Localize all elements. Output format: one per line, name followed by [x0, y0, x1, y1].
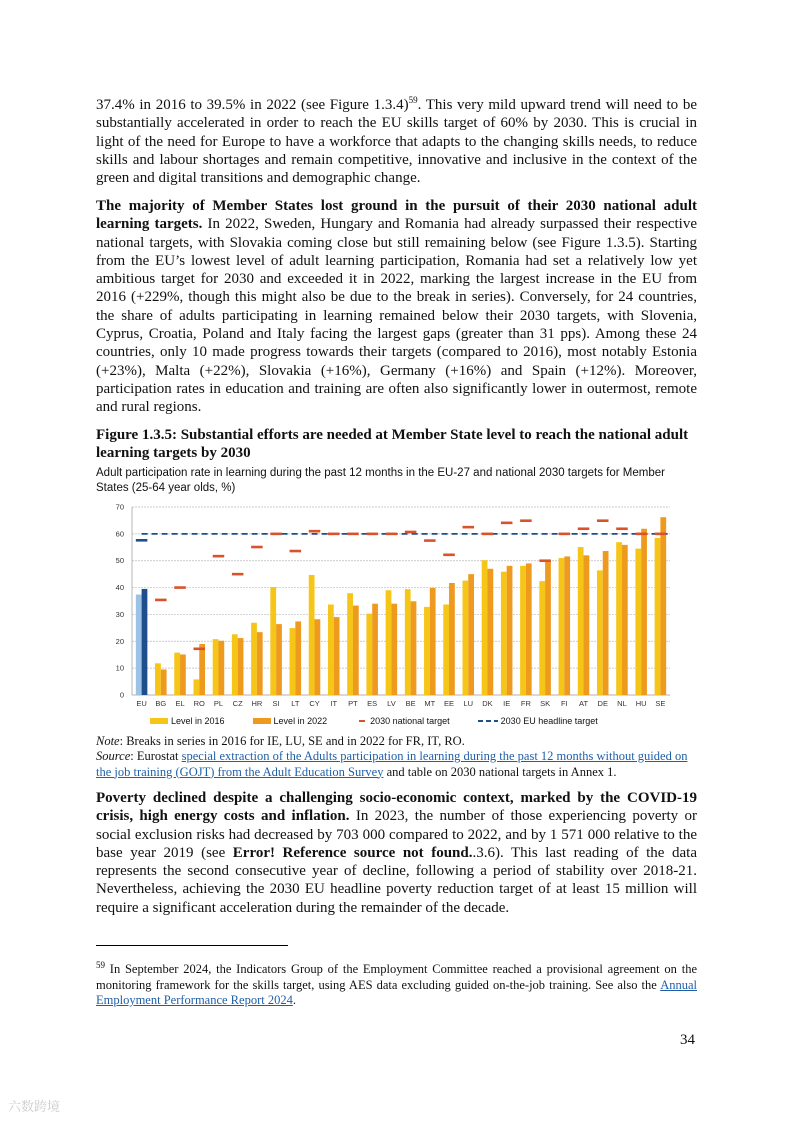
bar-2022-SI — [276, 624, 282, 695]
reference-error: Error! Reference source not found. — [232, 844, 473, 861]
bar-2022-IE — [507, 566, 513, 695]
bar-2016-SK — [539, 581, 545, 695]
bar-2016-MT — [424, 607, 430, 695]
national-target-AT — [578, 527, 590, 530]
legend-swatch — [359, 720, 365, 722]
bar-2022-IT — [334, 617, 340, 695]
footnote-ref[interactable]: 59 — [408, 95, 418, 105]
bar-2016-DE — [597, 570, 603, 695]
bar-2016-EL — [174, 653, 180, 695]
legend-label: Level in 2022 — [273, 716, 328, 726]
x-tick-label: AT — [579, 699, 589, 708]
text: . — [292, 993, 296, 1007]
text: 37.4% in 2016 to 39.5% in 2022 (see Figure 1.3.4) — [96, 97, 409, 113]
x-tick-label: LV — [387, 699, 396, 708]
watermark: 六数跨境 — [8, 1099, 61, 1114]
bar-2022-CZ — [238, 638, 244, 695]
x-tick-label: SK — [540, 699, 551, 708]
bar-2022-SE — [660, 517, 666, 695]
bold-lead: Poverty declined despite a challenging socio-economic context, marked by the COVID-19 crisis, high energy costs and inflation. — [96, 790, 697, 825]
x-tick-label: PT — [348, 699, 358, 708]
national-target-CY — [309, 530, 321, 533]
bar-2016-FI — [559, 558, 565, 695]
legend-2016 — [150, 716, 225, 726]
bar-2022-NL — [622, 545, 628, 695]
y-tick-label: 40 — [115, 583, 124, 593]
text: In September 2024, the Indicators Group of the Employment Committee reached a provisional agreement on the monitoring framework for the skills target, using AES data excluding guided on-the-job training. See also the — [96, 962, 697, 992]
national-target-EU — [136, 539, 148, 542]
national-target-CZ — [232, 573, 244, 576]
national-target-SI — [270, 533, 282, 536]
bar-2022-DE — [603, 551, 609, 695]
bar-2022-EL — [180, 654, 186, 695]
bar-2016-CY — [309, 575, 315, 695]
source-link[interactable]: special extraction of the Adults participation in learning during the past 12 months without guided on the job training (GOJT) from the Adult Education Survey — [96, 749, 688, 779]
bar-2016-HU — [635, 549, 641, 695]
source-label: Source — [96, 749, 131, 763]
bar-2016-AT — [578, 547, 584, 695]
bar-2022-LV — [391, 604, 397, 695]
bar-2022-DK — [487, 569, 493, 695]
bold-lead: The majority of Member States lost ground in the pursuit of their 2030 national adult learning targets. — [96, 198, 697, 233]
x-tick-label: IT — [330, 699, 338, 708]
x-tick-label: IE — [503, 699, 511, 708]
x-tick-label: BE — [405, 699, 416, 708]
national-target-IE — [501, 522, 513, 525]
national-target-ES — [366, 533, 378, 536]
x-tick-label: SI — [272, 699, 280, 708]
bar-2022-PT — [353, 606, 359, 695]
x-tick-label: EE — [444, 699, 455, 708]
chart-legend — [150, 716, 626, 726]
bar-2016-BG — [155, 663, 161, 695]
figure-title: Figure 1.3.5: Substantial efforts are needed at Member State level to reach the national adult learning targets by 2030 — [96, 427, 689, 461]
national-target-LU — [462, 526, 474, 529]
national-target-HU — [635, 533, 647, 536]
bar-2016-BE — [405, 589, 411, 695]
bar-2022-BG — [161, 669, 167, 695]
bar-2016-FR — [520, 566, 526, 695]
x-tick-label: LT — [291, 699, 300, 708]
legend-label: 2030 national target — [370, 716, 450, 726]
y-tick-label: 30 — [115, 609, 124, 619]
national-target-HR — [251, 546, 263, 549]
y-tick-label: 20 — [115, 636, 124, 646]
legend-2022 — [253, 716, 328, 726]
paragraph-member-states — [96, 197, 697, 417]
bar-2022-SK — [545, 560, 551, 695]
legend-national-target — [355, 716, 450, 726]
bar-2022-FI — [564, 556, 570, 695]
x-tick-label: BG — [155, 699, 167, 708]
footnote-number: 59 — [96, 959, 105, 970]
bar-2016-LT — [290, 628, 296, 695]
national-target-EE — [443, 554, 455, 557]
x-tick-label: EU — [136, 699, 147, 708]
legend-swatch — [150, 718, 168, 724]
x-tick-label: MT — [424, 699, 436, 708]
bar-2016-SI — [270, 587, 276, 695]
national-target-IT — [328, 533, 340, 536]
national-target-SK — [539, 559, 551, 562]
bar-2016-LU — [462, 581, 468, 695]
bar-2016-HR — [251, 623, 257, 695]
bar-2022-HR — [257, 632, 263, 695]
x-tick-label: SE — [655, 699, 666, 708]
bar-2022-LU — [468, 574, 474, 695]
x-tick-label: RO — [193, 699, 205, 708]
bar-2022-LT — [295, 621, 301, 695]
y-tick-label: 50 — [115, 556, 124, 566]
national-target-PT — [347, 533, 359, 536]
bar-2016-CZ — [232, 634, 238, 695]
figure-note — [96, 734, 697, 750]
legend-swatch — [478, 720, 498, 722]
bar-2016-EU — [136, 595, 142, 695]
national-target-BG — [155, 599, 167, 602]
national-target-MT — [424, 539, 436, 542]
text: and table on 2030 national targets in Annex 1. — [383, 764, 617, 779]
x-tick-label: HR — [251, 699, 263, 708]
y-tick-label: 60 — [115, 529, 124, 539]
bar-2016-NL — [616, 542, 622, 695]
national-target-RO — [193, 648, 205, 651]
bar-2016-PL — [213, 639, 219, 695]
bar-2016-RO — [193, 679, 199, 695]
x-tick-label: CZ — [232, 699, 243, 708]
national-target-FR — [520, 519, 532, 522]
note-text: : Breaks in series in 2016 for IE, LU, SE and in 2022 for FR, IT, RO. — [119, 734, 465, 748]
legend-label: 2030 EU headline target — [500, 716, 598, 726]
bar-chart — [96, 498, 686, 714]
national-target-NL — [616, 527, 628, 530]
paragraph-adult-learning-trend — [96, 96, 697, 187]
bar-2016-IE — [501, 572, 507, 695]
national-target-LV — [386, 533, 398, 536]
national-target-SE — [655, 533, 667, 536]
x-tick-label: DK — [482, 699, 493, 708]
footnote-divider — [96, 945, 288, 946]
bar-2016-DK — [482, 560, 488, 695]
national-target-BE — [405, 531, 417, 534]
x-tick-label: CY — [309, 699, 320, 708]
figure-subtitle: Adult participation rate in learning during the past 12 months in the EU-27 and national 2030 targets for Member States (25-64 year olds, %) — [96, 467, 665, 494]
x-tick-label: DE — [597, 699, 608, 708]
paragraph-poverty — [96, 789, 697, 917]
x-tick-label: EL — [175, 699, 185, 708]
x-tick-label: FI — [560, 699, 568, 708]
bar-2022-HU — [641, 529, 647, 695]
legend-label: Level in 2016 — [171, 716, 225, 726]
bar-2022-BE — [411, 601, 417, 695]
national-target-DE — [597, 519, 609, 522]
national-target-PL — [213, 555, 225, 558]
report-link[interactable]: Annual Employment Performance Report 2024 — [96, 977, 697, 1007]
bar-2016-SE — [655, 538, 661, 695]
y-tick-label: 0 — [119, 690, 124, 700]
text: In 2022, Sweden, Hungary and Romania had already surpassed their respective national targets, with Slovakia coming close but still remaining below (see Figure 1.3.5). Starting from the EU’s lowest level of adult learning participation, Romania had set a relatively low yet ambitious target for 2030 and exceeded it in 2022, marking the largest increase in the EU from 2016 (+229%, though this might also be due to the break in series). Conversely, for 24 countries, the share of adults participating in learning remained below their 2030 targets, with Slovenia, Cyprus, Croatia, Poland and Italy facing the largest gaps (greater than 31 pps). Among these 24 countries, only 10 made progress towards their targets (compared to 2016), most notably Estonia (+23%), Malta (+22%), Slovakia (+16%), Germany (+16%) and Spain (+12%). Moreover, participation rates in education and training are often also significantly lower in outermost, remote and rural regions. — [96, 216, 698, 416]
bar-2022-FR — [526, 563, 532, 695]
legend-eu-target — [478, 716, 598, 726]
bar-2022-CY — [315, 619, 321, 695]
bar-2016-EE — [443, 604, 449, 695]
bar-2022-RO — [199, 644, 205, 695]
figure-source — [96, 749, 697, 780]
note-label: Note — [96, 734, 120, 748]
bar-2022-AT — [584, 555, 590, 695]
text: .3.6). This last reading of the data represents the second consecutive year of decline, following a period of stability over 2018-21. Nevertheless, achieving the 2030 EU headline poverty reduction target of at least 15 million will require a significant acceleration during the remainder of the decade. — [96, 844, 697, 916]
bar-2022-ES — [372, 604, 378, 695]
x-tick-label: LU — [463, 699, 474, 708]
bar-2022-EE — [449, 583, 455, 695]
x-tick-label: FR — [520, 699, 531, 708]
x-tick-label: ES — [367, 699, 378, 708]
bar-2016-PT — [347, 593, 353, 695]
bar-2016-ES — [366, 614, 372, 695]
page-number: 34 — [680, 1032, 695, 1048]
y-tick-label: 70 — [115, 502, 124, 512]
bar-2022-PL — [218, 641, 224, 695]
bar-2022-MT — [430, 588, 436, 695]
x-tick-label: NL — [617, 699, 627, 708]
bar-2022-EU — [142, 589, 148, 695]
y-tick-label: 10 — [115, 663, 124, 673]
national-target-DK — [482, 533, 494, 536]
x-tick-label: HU — [635, 699, 647, 708]
text: . This very mild upward trend will need to be substantially accelerated in order to reach the EU skills target of 60% by 2030. This is crucial in light of the need for Europe to have a workforce that adapts to the changing skills needs, to reduce skills and labour shortages and remain competitive, innovative and inclusive in the context of the green and digital transitions and demographic change. — [96, 97, 697, 187]
bar-2016-IT — [328, 604, 334, 695]
national-target-EL — [174, 586, 186, 589]
x-tick-label: PL — [213, 699, 224, 708]
bar-2016-LV — [386, 590, 392, 695]
text: In 2023, the number of those experiencing poverty or social exclusion risks had decreased by 703 000 compared to 2022, and by 1 571 000 relative to the base year 2019 (see — [96, 808, 697, 861]
legend-swatch — [253, 718, 271, 724]
text: : Eurostat — [130, 749, 182, 763]
national-target-LT — [290, 550, 302, 553]
national-target-FI — [559, 533, 571, 536]
footnote — [96, 959, 697, 1009]
